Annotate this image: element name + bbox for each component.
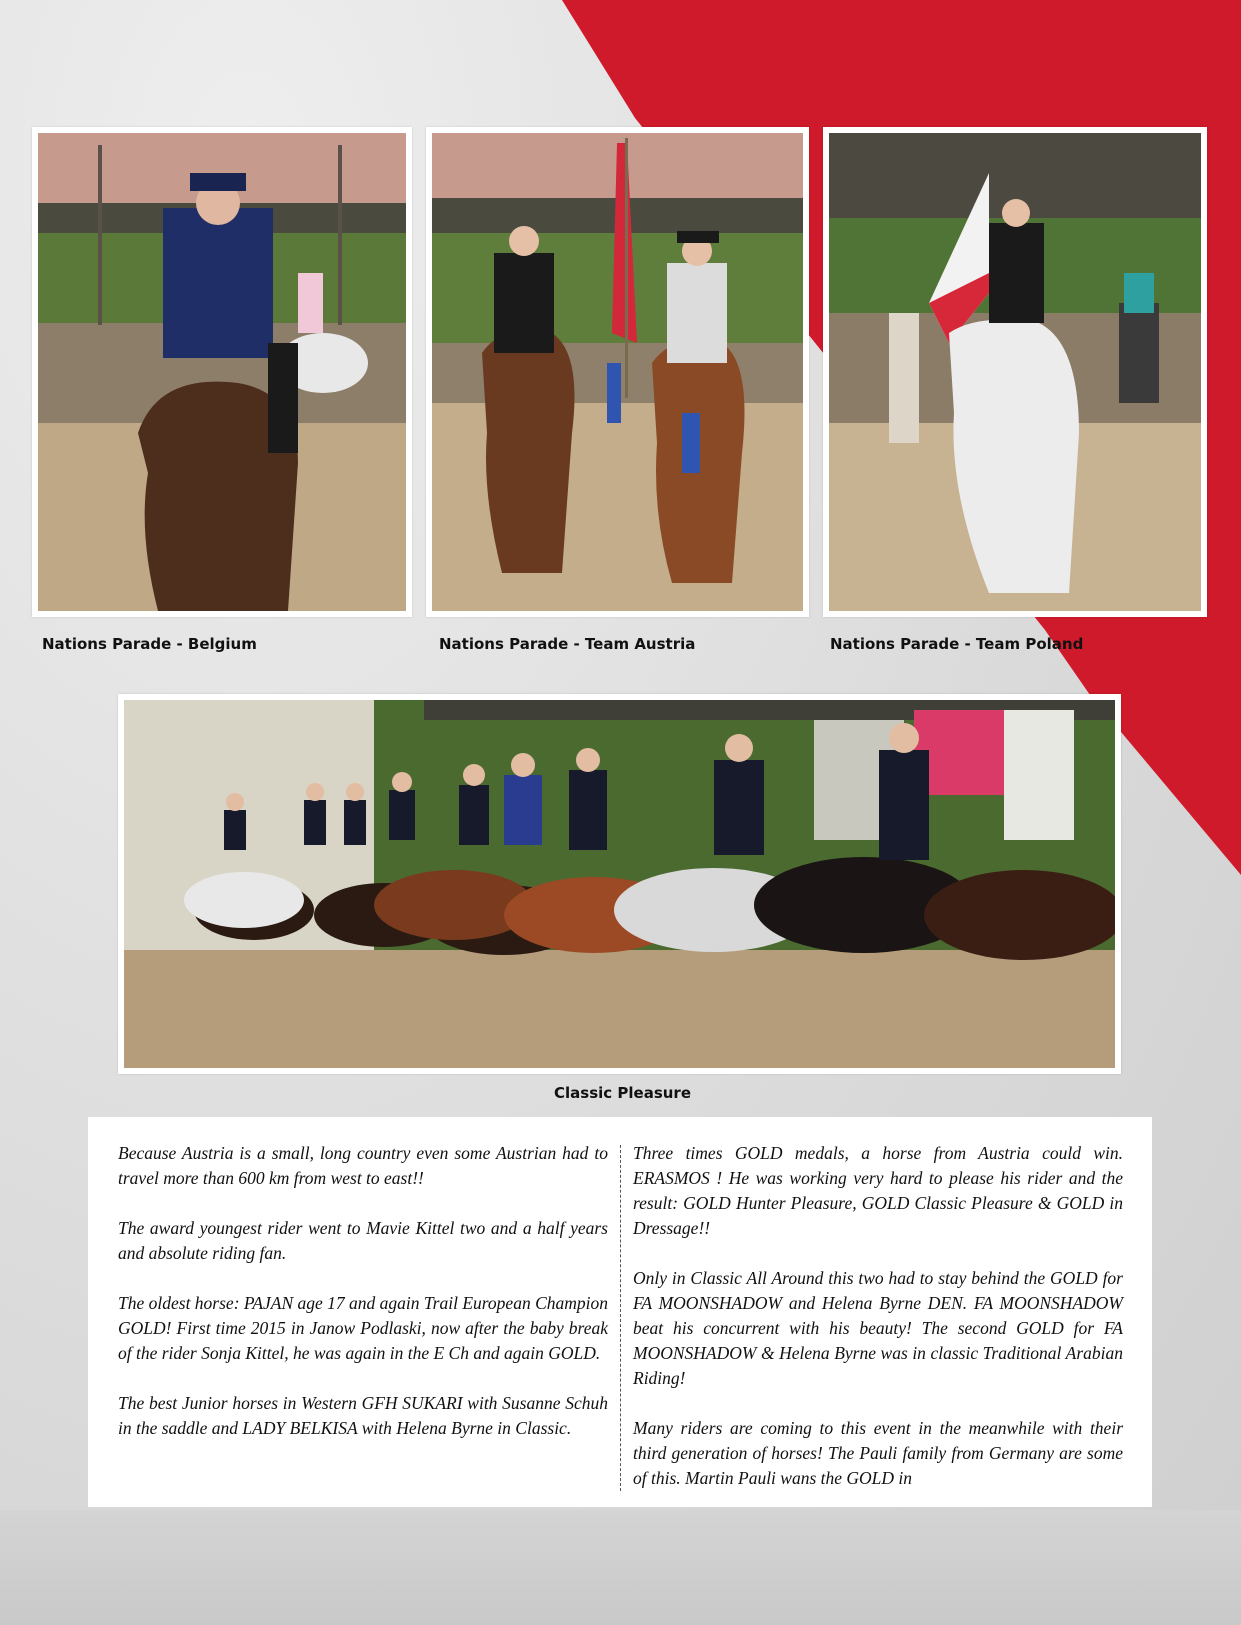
photo-nations-parade-team-austria [426,127,809,617]
caption-classic-pleasure: Classic Pleasure [554,1084,691,1102]
article-column-left [118,1141,608,1466]
background-banner-strip [0,1510,1241,1625]
article-paragraph: Because Austria is a small, long country even some Austrian had to travel more than 600 km from west to east!! [118,1143,608,1188]
column-divider [620,1145,621,1491]
article-paragraph: The award youngest rider went to Mavie Kittel two and a half years and absolute riding fan. [118,1218,608,1263]
photo-nations-parade-belgium [32,127,412,617]
article-text-box [88,1117,1152,1507]
photo-nations-parade-team-poland [823,127,1207,617]
caption-team-austria: Nations Parade - Team Austria [439,635,696,653]
caption-belgium: Nations Parade - Belgium [42,635,257,653]
article-paragraph: Three times GOLD medals, a horse from Austria could win. ERASMOS ! He was working very hard to please his rider and the result: GOLD Hunter Pleasure, GOLD Classic Pleasure & GOLD in Dressage!! [633,1143,1123,1238]
article-paragraph: The oldest horse: PAJAN age 17 and again Trail European Champion GOLD! First time 2015 in Janow Podlaski, now after the baby break of the rider Sonja Kittel, he was again in the E Ch and again GOLD. [118,1293,608,1363]
article-column-right [633,1141,1123,1516]
caption-team-poland: Nations Parade - Team Poland [830,635,1084,653]
article-paragraph: The best Junior horses in Western GFH SUKARI with Susanne Schuh in the saddle and LADY BELKISA with Helena Byrne in Classic. [118,1393,608,1438]
article-paragraph: Only in Classic All Around this two had to stay behind the GOLD for FA MOONSHADOW and Helena Byrne DEN. FA MOONSHADOW beat his concurrent with his beauty! The second GOLD for FA MOONSHADOW & Helena Byrne was in classic Traditional Arabian Riding! [633,1268,1123,1388]
article-paragraph: Many riders are coming to this event in the meanwhile with their third generation of horses! The Pauli family from Germany are some of this. Martin Pauli wans the GOLD in [633,1418,1123,1488]
photo-classic-pleasure [118,694,1121,1074]
